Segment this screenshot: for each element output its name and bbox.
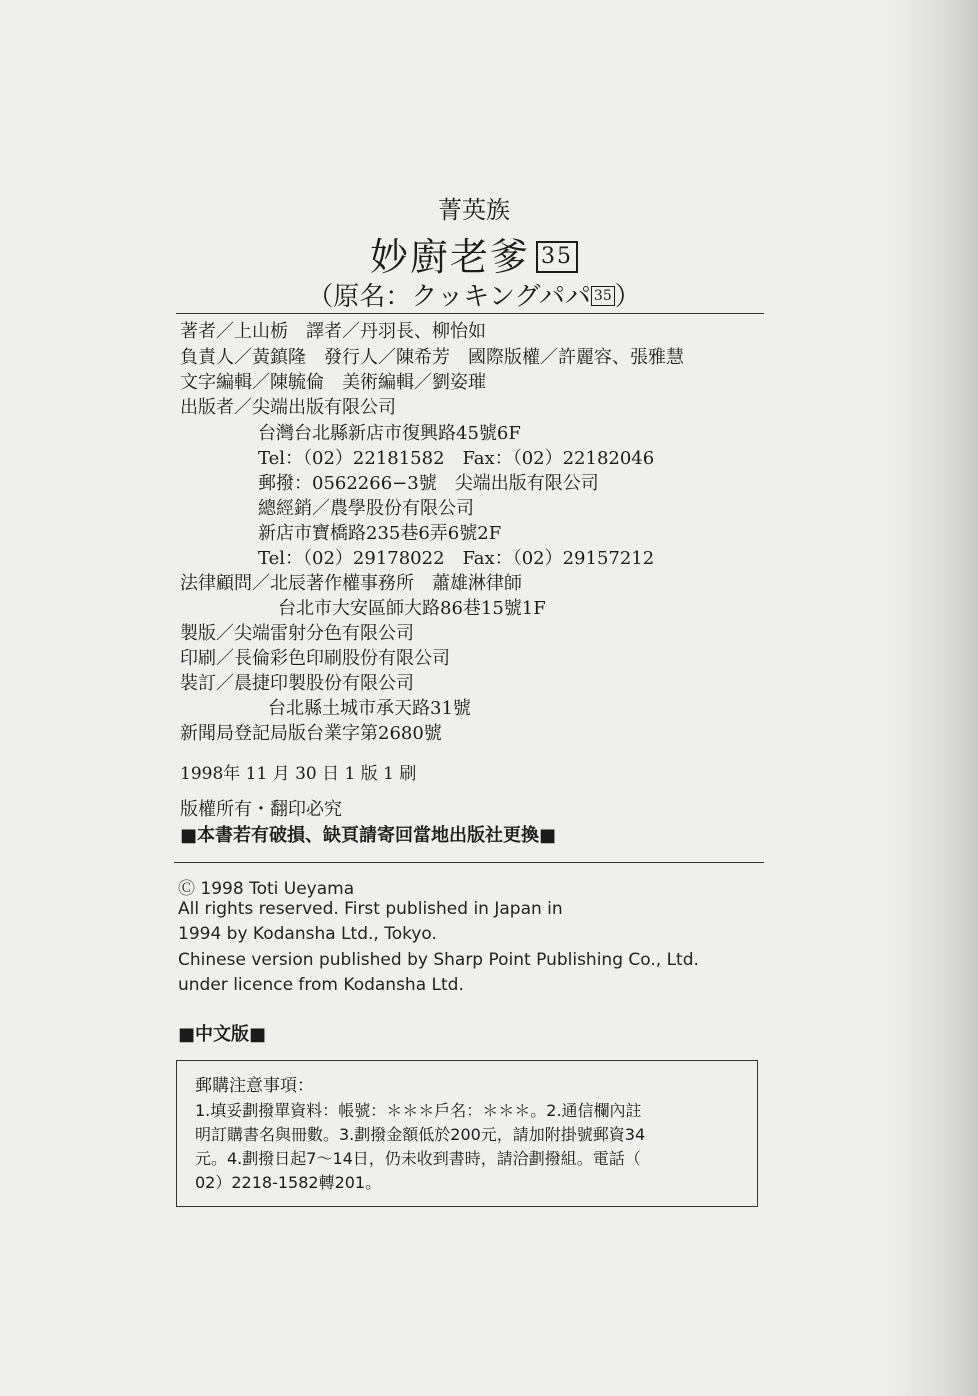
chinese-edition-label: ■中文版■ <box>178 1024 267 1045</box>
series-name: 菁英族 <box>438 196 510 224</box>
credit-line: Tel：（02）22181582 Fax：（02）22182046 <box>258 448 655 469</box>
credit-line: Tel：（02）29178022 Fax：（02）29157212 <box>258 548 655 569</box>
credit-line: 出版者／尖端出版有限公司 <box>180 397 396 418</box>
mail-order-line: 1.填妥劃撥單資料：帳號：＊＊＊戶名：＊＊＊。2.通信欄內註 <box>195 1101 642 1120</box>
credit-line: 文字編輯／陳毓倫 美術編輯／劉姿璀 <box>180 372 486 393</box>
volume-badge: 35 <box>536 241 578 273</box>
credit-line: 台北市大安區師大路86巷15號1F <box>278 598 546 619</box>
credit-line: 裝訂／晨捷印製股份有限公司 <box>180 673 414 694</box>
rights-line: 版權所有・翻印必究 <box>180 799 342 820</box>
book-title <box>0 226 948 281</box>
edition-line: 1998年 11 月 30 日 1 版 1 刷 <box>180 764 417 784</box>
mail-order-heading: 郵購注意事項： <box>195 1076 314 1096</box>
credit-line: 法律顧問／北辰著作權事務所 蕭雄淋律師 <box>180 573 522 594</box>
original-volume-badge: 35 <box>591 286 615 306</box>
credit-line: 郵撥：0562266−3號 尖端出版有限公司 <box>258 473 599 494</box>
credit-line: 台北縣土城市承天路31號 <box>268 698 471 719</box>
original-title-prefix: （原名：クッキングパパ <box>307 282 591 312</box>
mail-order-line: 元。4.劃撥日起7～14日，仍未收到書時，請洽劃撥組。電話（ <box>195 1149 641 1168</box>
credit-line: 台灣台北縣新店市復興路45號6F <box>258 423 521 444</box>
mail-order-body <box>195 1099 747 1195</box>
credit-line: 負責人／黃鎮隆 發行人／陳希芳 國際版權／許麗容、張雅慧 <box>180 347 684 368</box>
credit-line: 印刷／長倫彩色印刷股份有限公司 <box>180 648 450 669</box>
title-text: 妙廚老爹 <box>369 235 530 279</box>
mail-order-box <box>176 1060 758 1207</box>
original-title-suffix: ） <box>614 282 641 312</box>
copyright-line: Chinese version published by Sharp Point Publishing Co., Ltd. <box>178 950 699 970</box>
mail-order-line: 02）2218-1582轉201。 <box>195 1173 382 1192</box>
return-notice: ■本書若有破損、缺頁請寄回當地出版社更換■ <box>180 825 557 846</box>
credit-line: 總經銷／農學股份有限公司 <box>258 498 474 519</box>
credit-line: 著者／上山栃 譯者／丹羽長、柳怡如 <box>180 321 486 342</box>
mail-order-line: 明訂購書名與冊數。3.劃撥金額低於200元，請加附掛號郵資34 <box>195 1125 646 1144</box>
copyright-line: under licence from Kodansha Ltd. <box>178 975 464 995</box>
copyright-line: All rights reserved. First published in Japan in <box>178 899 563 919</box>
original-title <box>0 276 948 313</box>
credit-line: 新聞局登記局版台業字第2680號 <box>180 723 442 744</box>
credit-line: 製版／尖端雷射分色有限公司 <box>180 623 414 644</box>
credit-line: 新店市寶橋路235巷6弄6號2F <box>258 523 502 544</box>
copyright-line: 1994 by Kodansha Ltd., Tokyo. <box>178 924 437 944</box>
top-divider <box>176 313 764 314</box>
copyright-line: Ⓒ 1998 Toti Ueyama <box>178 879 355 899</box>
middle-divider <box>174 862 764 863</box>
